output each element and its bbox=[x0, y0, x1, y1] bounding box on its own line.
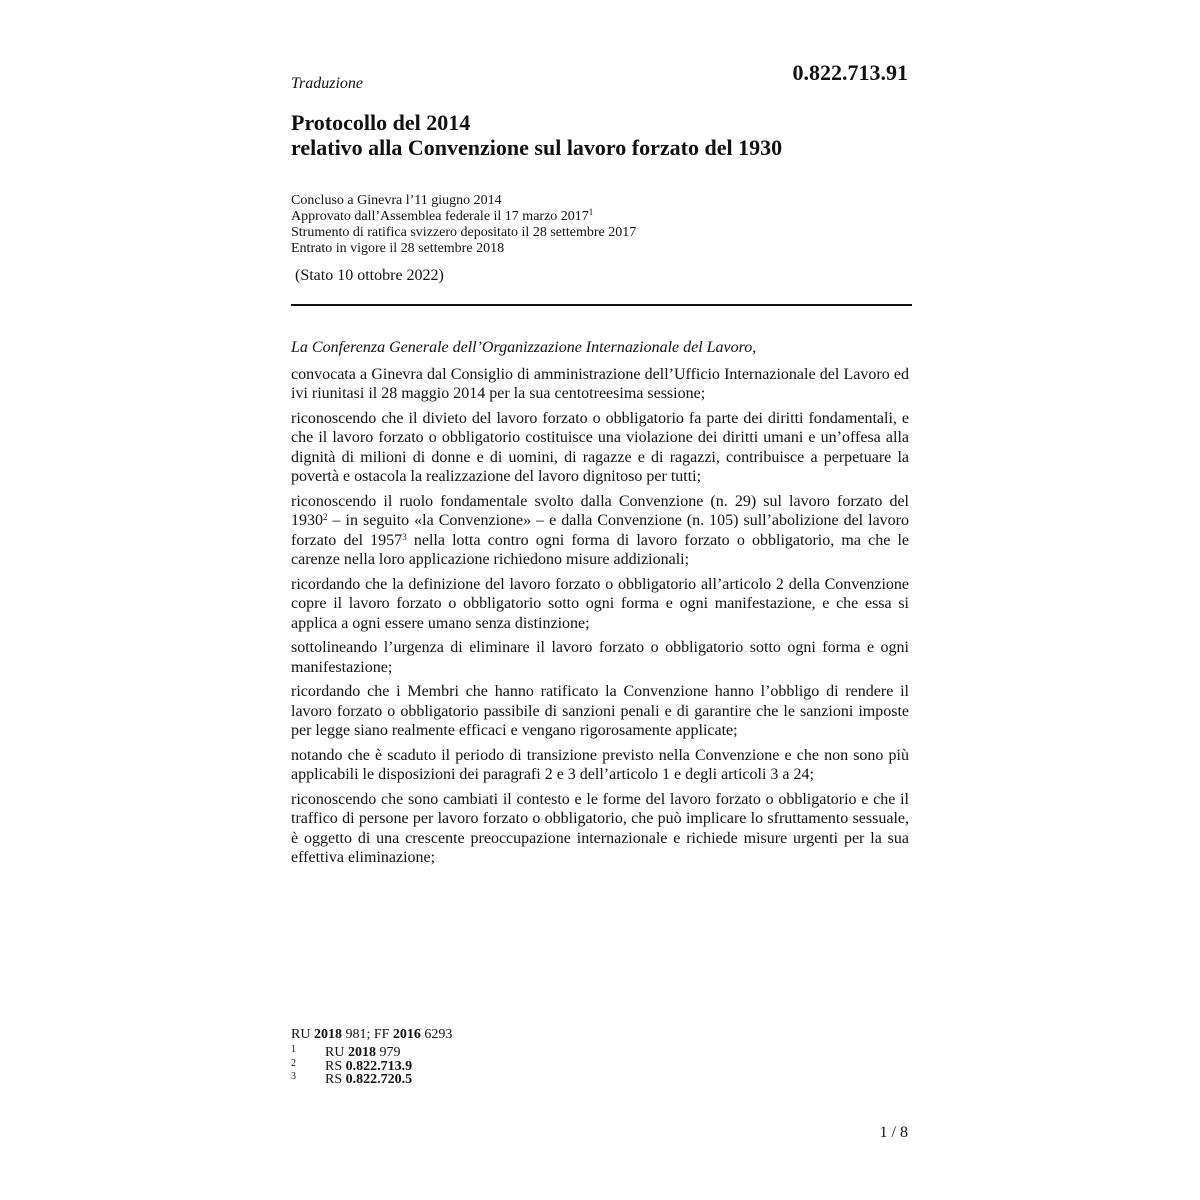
concluded-date: Concluso a Ginevra l’11 giugno 2014 bbox=[291, 193, 502, 208]
footnote-source: RU 2018 981; FF 2016 6293 bbox=[291, 1027, 453, 1042]
status-date: (Stato 10 ottobre 2022) bbox=[295, 267, 444, 284]
recital-paragraph: notando che è scaduto il periodo di transizione previsto nella Convenzione e che non sono più applicabili le disposizioni dei paragrafi 2 e 3 dell’articolo 1 e degli articoli 3 a 24; bbox=[291, 746, 909, 783]
footnote-ref-1[interactable]: 1 bbox=[588, 207, 594, 217]
title-line-2: relativo alla Convenzione sul lavoro forzato del 1930 bbox=[291, 135, 783, 160]
approved-date: Approvato dall’Assemblea federale il 17 marzo 2017$^1$ bbox=[291, 207, 594, 224]
footnote-link[interactable]: 0.822.720.5 bbox=[345, 1072, 413, 1087]
footnote-ref-2[interactable]: 2 bbox=[323, 512, 328, 522]
recital-paragraph: riconoscendo il ruolo fondamentale svolto dalla Convenzione (n. 29) sul lavoro forzato del 1930$^2$ – in seguito «la Convenzione» – e dalla Convenzione (n. 105) sull’abolizione del lavoro forzato del 1957$^3$ nella lotta contro ogni forma di lavoro forzato o obbligatorio, ma che le carenze nella loro applicazione richiedono misure addizionali; bbox=[291, 492, 910, 568]
footnote-number: 1 bbox=[291, 1044, 296, 1055]
recital-paragraph: ricordando che i Membri che hanno ratificato la Convenzione hanno l’obbligo di rendere il lavoro forzato o obbligatorio passibile di sanzioni penali e di garantire che le sanzioni imposte per legge siano realmente efficaci e vengano rigorosamente applicate; bbox=[291, 683, 909, 739]
footnote-item: 2 RS 0.822.713.9 bbox=[291, 1057, 413, 1074]
recital-paragraph: convocata a Ginevra dal Consiglio di amministrazione dell’Ufficio Internazionale del Lavoro ed ivi riunitasi il 28 maggio 2014 per la sua centotreesima sessione; bbox=[291, 365, 909, 402]
footnote-link[interactable]: 0.822.713.9 bbox=[345, 1058, 413, 1074]
footnote-ref-3[interactable]: 3 bbox=[402, 531, 407, 542]
document-body bbox=[291, 338, 909, 873]
recital-paragraph: ricordando che la definizione del lavoro forzato o obbligatorio all’articolo 2 della Convenzione copre il lavoro forzato o obbligatorio sotto ogni forma e ogni manifestazione, e che essa si applica a ogni essere umano senza distinzione; bbox=[291, 575, 909, 632]
footnote-item: 1 RU 2018 979 bbox=[291, 1044, 401, 1060]
entry-into-force-date: Entrato in vigore il 28 settembre 2018 bbox=[291, 241, 505, 256]
footnote-link[interactable]: 2018 bbox=[347, 1045, 376, 1060]
sr-number: 0.822.713.91 bbox=[792, 60, 908, 85]
footnote-number: 3 bbox=[291, 1071, 296, 1082]
document-metadata bbox=[291, 193, 636, 257]
recital-paragraph: riconoscendo che il divieto del lavoro forzato o obbligatorio fa parte dei diritti fondamentali, e che il lavoro forzato o obbligatorio costituisce una violazione dei diritti umani e un’offesa alla dignità di milioni di donne e di uomini, di ragazze e di ragazzi, contribuisce a perpetuare la povertà e ostacola la realizzazione del lavoro dignitoso per tutti; bbox=[291, 409, 909, 485]
header-divider bbox=[291, 304, 912, 306]
document-title bbox=[291, 110, 782, 160]
translation-label: Traduzione bbox=[291, 75, 364, 92]
document-page bbox=[291, 0, 912, 1200]
preamble: La Conferenza Generale dell’Organizzazione Internazionale del Lavoro, bbox=[291, 339, 757, 356]
title-line-1: Protocollo del 2014 bbox=[291, 110, 471, 135]
footnote-item: 3 RS 0.822.720.5 bbox=[291, 1071, 413, 1087]
recital-paragraph: riconoscendo che sono cambiati il contesto e le forme del lavoro forzato o obbligatorio e che il traffico di persone per lavoro forzato o obbligatorio, che può implicare lo sfruttamento sessuale, è oggetto di una crescente preoccupazione internazionale e richiede misure urgenti per la sua effettiva eliminazione; bbox=[291, 790, 909, 866]
footnote-number: 2 bbox=[291, 1057, 296, 1069]
ratification-date: Strumento di ratifica svizzero depositato il 28 settembre 2017 bbox=[291, 225, 637, 240]
page-number: 1 / 8 bbox=[879, 1124, 908, 1141]
recital-paragraph: sottolineando l’urgenza di eliminare il lavoro forzato o obbligatorio sotto ogni forma e ogni manifestazione; bbox=[291, 639, 909, 676]
footnotes bbox=[291, 1027, 452, 1087]
